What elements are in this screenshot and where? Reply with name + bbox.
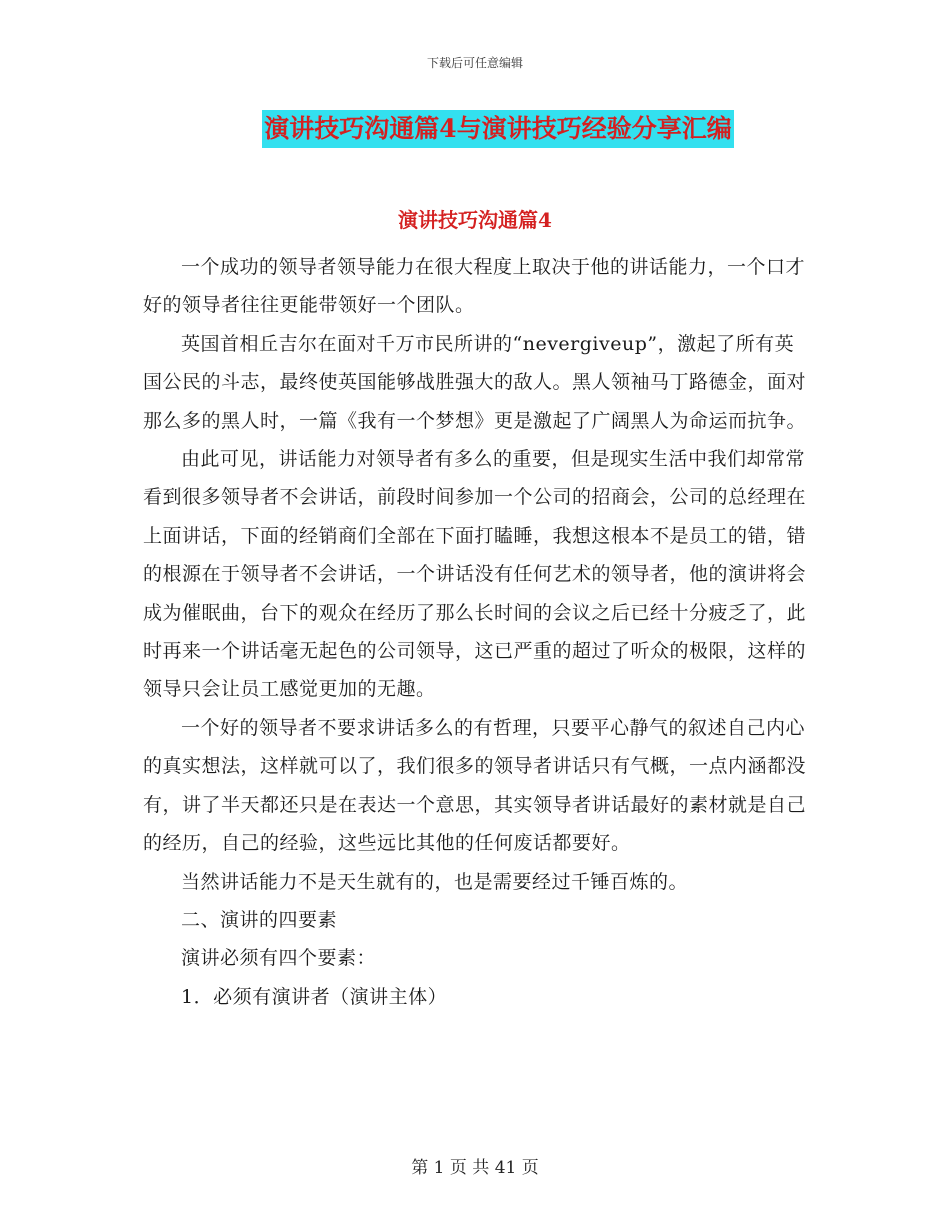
paragraph: 当然讲话能力不是天生就有的，也是需要经过千锤百炼的。 (181, 870, 689, 893)
section-title: 演讲技巧沟通篇4 (398, 208, 552, 232)
section-heading: 二、演讲的四要素 (181, 908, 338, 931)
document-title-text: 演讲技巧沟通篇4与演讲技巧经验分享汇编 (262, 110, 733, 148)
paragraph: 一个好的领导者不要求讲话多么的有哲理，只要平心静气的叙述自己内心的真实想法，这样就可以了，我们很多的领导者讲话只有气概，一点内涵都没有，讲了半天都还只是在表达一个意思，其实领导者讲话最好的素材就是自己的经历，自己的经验，这些远比其他的任何废话都要好。 (143, 716, 807, 855)
paragraph: 由此可见，讲话能力对领导者有多么的重要，但是现实生活中我们却常常看到很多领导者不会讲话，前段时间参加一个公司的招商会，公司的总经理在上面讲话，下面的经销商们全部在下面打瞌睡，我想这根本不是员工的错，错的根源在于领导者不会讲话，一个讲话没有任何艺术的领导者，他的演讲将会成为催眠曲，台下的观众在经历了那么长时间的会议之后已经十分疲乏了，此时再来一个讲话毫无起色的公司领导，这已严重的超过了听众的极限，这样的领导只会让员工感觉更加的无趣。 (143, 448, 807, 701)
header-note: 下载后可任意编辑 (426, 56, 523, 70)
page-footer: 第 1 页 共 41 页 (411, 1158, 539, 1178)
document-title (0, 110, 950, 148)
body-text (143, 248, 808, 1016)
paragraph: 演讲必须有四个要素： (181, 947, 377, 970)
paragraph: 一个成功的领导者领导能力在很大程度上取决于他的讲话能力，一个口才好的领导者往往更能带领好一个团队。 (143, 256, 806, 317)
paragraph: 英国首相丘吉尔在面对千万市民所讲的“nevergiveup”，激起了所有英国公民的斗志，最终使英国能够战胜强大的敌人。黑人领袖马丁路德金，面对那么多的黑人时，一篇《我有一个梦想》更是激起了广阔黑人为命运而抗争。 (143, 332, 807, 432)
list-item: 1．必须有演讲者（演讲主体） (181, 985, 448, 1008)
